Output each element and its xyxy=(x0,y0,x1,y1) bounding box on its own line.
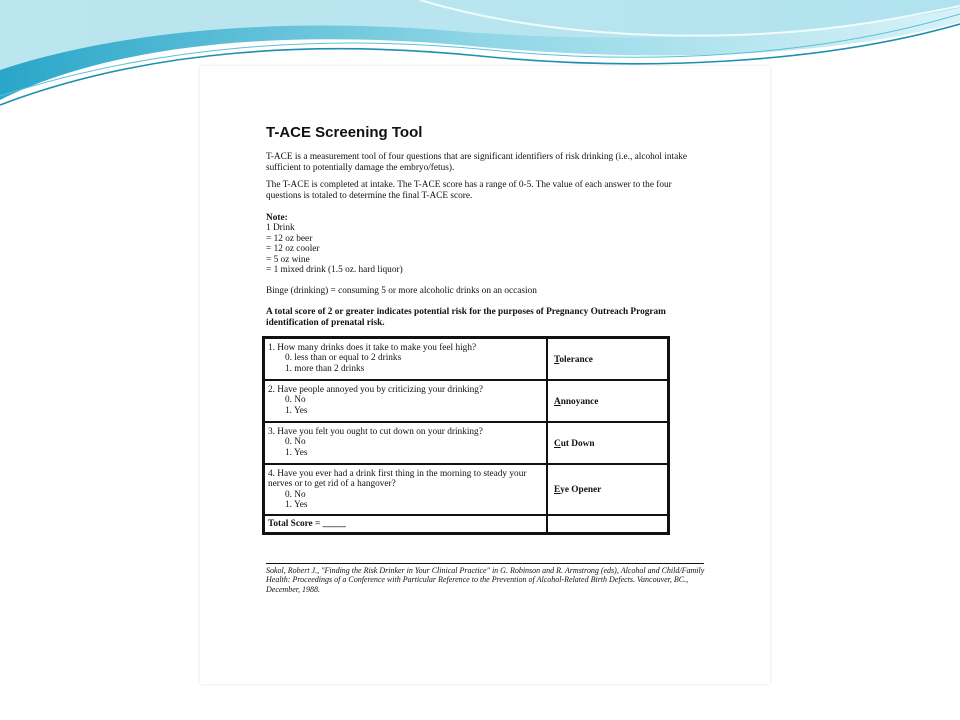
scoring-paragraph: The T-ACE is completed at intake. The T-ACE score has a range of 0-5. The value of each answer to the four questions is totaled to determine the final T-ACE score. xyxy=(266,180,672,201)
question-text: 3. Have you felt you ought to cut down on your drinking? xyxy=(268,427,483,437)
answer-option: 1. Yes xyxy=(285,405,308,416)
binge-definition: Binge (drinking) = consuming 5 or more alcoholic drinks on an occasion xyxy=(266,286,537,296)
note-line: = 12 oz cooler xyxy=(266,244,320,255)
category-cell xyxy=(547,464,668,515)
document-page xyxy=(200,66,770,684)
category-rest: ye Opener xyxy=(560,485,602,496)
answer-option: 0. less than or equal to 2 drinks xyxy=(285,353,402,364)
answer-option: 0. No xyxy=(285,437,306,448)
note-block xyxy=(266,213,403,275)
total-score-value-cell xyxy=(547,515,668,533)
answer-option: 0. No xyxy=(285,489,306,500)
total-score-row xyxy=(264,515,668,533)
note-line: 1 Drink xyxy=(266,223,295,234)
category-initial: T xyxy=(554,354,560,365)
note-line: = 5 oz wine xyxy=(266,254,310,265)
answer-option: 0. No xyxy=(285,395,306,406)
category-rest: nnoyance xyxy=(560,396,599,407)
question-text: 2. Have people annoyed you by criticizing your drinking? xyxy=(268,385,484,395)
note-line: = 1 mixed drink (1.5 oz. hard liquor) xyxy=(266,265,403,276)
category-rest: olerance xyxy=(559,354,593,365)
category-initial: C xyxy=(554,438,561,449)
category-cell xyxy=(547,380,668,422)
category-rest: ut Down xyxy=(560,438,595,449)
category-cell xyxy=(547,338,668,380)
table-row xyxy=(264,464,668,515)
tace-questions-table xyxy=(262,336,670,535)
question-text: 4. Have you ever had a drink first thing in the morning to steady your nerves or to get rid of a hangover? xyxy=(268,469,527,490)
question-cell xyxy=(264,380,547,422)
category-initial: E xyxy=(554,485,561,496)
question-text: 1. How many drinks does it take to make you feel high? xyxy=(268,343,477,353)
question-cell xyxy=(264,464,547,515)
risk-statement: A total score of 2 or greater indicates potential risk for the purposes of Pregnancy Outreach Program identification of prenatal risk. xyxy=(266,307,666,328)
category-initial: A xyxy=(554,396,561,407)
citation-footnote: Sokol, Robert J., "Finding the Risk Drinker in Your Clinical Practice" in G. Robinson and R. Armstrong (eds), Alcohol and Child/Family Health: Proceedings of a Conference with Particular Reference to the Prevention of Alcohol-Related Birth Defects. Vancouver, BC., December, 1988. xyxy=(266,566,705,594)
table-row xyxy=(264,338,668,380)
question-cell xyxy=(264,422,547,464)
answer-option: 1. more than 2 drinks xyxy=(285,363,365,374)
intro-paragraph: T-ACE is a measurement tool of four questions that are significant identifiers of risk drinking (i.e., alcohol intake sufficient to potentially damage the embryo/fetus). xyxy=(266,152,688,173)
answer-option: 1. Yes xyxy=(285,447,308,458)
category-cell xyxy=(547,422,668,464)
table-row xyxy=(264,422,668,464)
document-title: T-ACE Screening Tool xyxy=(266,124,423,141)
footnote-divider xyxy=(266,563,704,564)
answer-option: 1. Yes xyxy=(285,499,308,510)
question-cell xyxy=(264,338,547,380)
note-label: Note: xyxy=(266,213,288,223)
total-score-label: Total Score = _____ xyxy=(264,515,547,533)
note-line: = 12 oz beer xyxy=(266,233,313,244)
table-row xyxy=(264,380,668,422)
